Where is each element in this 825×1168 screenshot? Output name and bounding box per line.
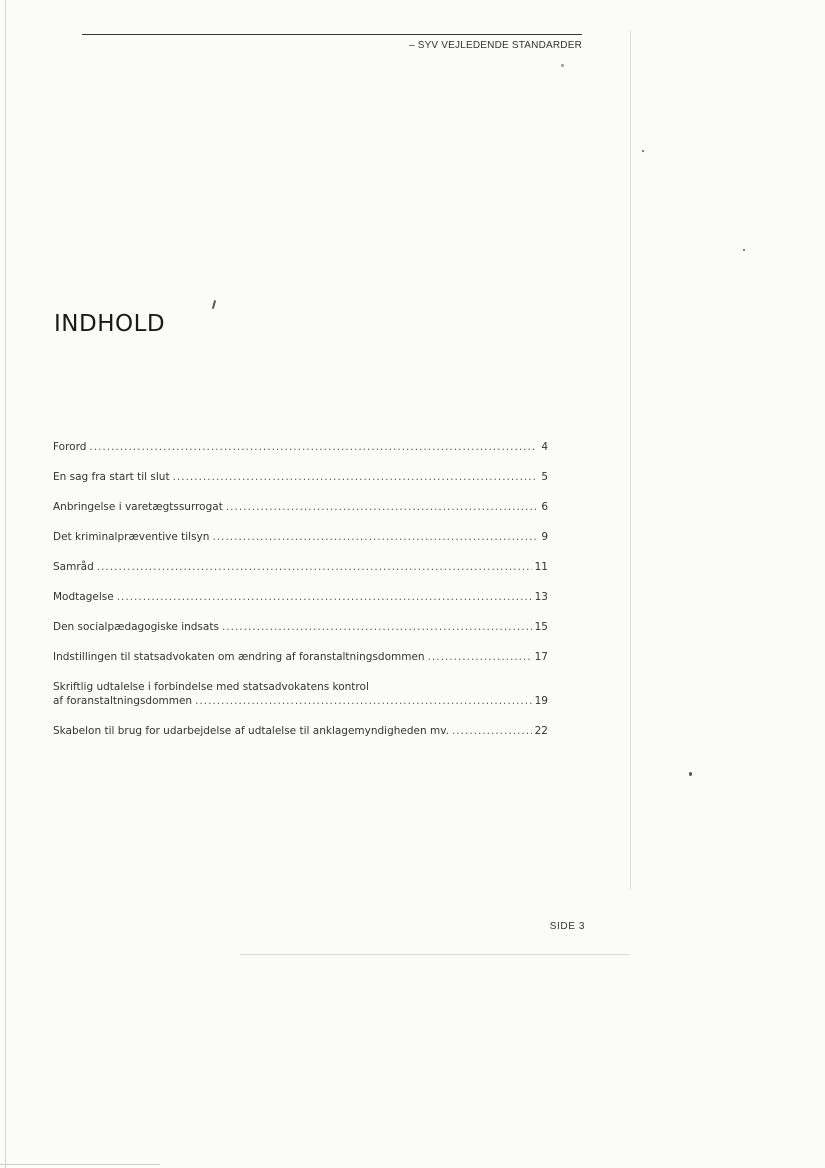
table-of-contents bbox=[53, 441, 548, 755]
toc-dot-leader bbox=[195, 695, 532, 707]
toc-dot-leader bbox=[97, 561, 532, 573]
toc-entry-page: 4 bbox=[541, 441, 548, 453]
toc-entry bbox=[53, 441, 548, 471]
toc-entry bbox=[53, 531, 548, 561]
toc-entry bbox=[53, 621, 548, 651]
toc-entry bbox=[53, 561, 548, 591]
toc-entry-page: 22 bbox=[534, 725, 548, 737]
toc-entry-page: 9 bbox=[541, 531, 548, 543]
toc-entry bbox=[53, 591, 548, 621]
toc-entry bbox=[53, 651, 548, 681]
scan-edge-left bbox=[5, 0, 6, 1168]
page-number: SIDE 3 bbox=[549, 921, 585, 932]
scan-edge-right bbox=[630, 30, 631, 890]
toc-entry-page: 11 bbox=[534, 561, 548, 573]
toc-dot-leader bbox=[222, 621, 532, 633]
scan-edge-bottom bbox=[240, 954, 630, 955]
page-title: INDHOLD bbox=[54, 311, 166, 337]
toc-entry bbox=[53, 681, 548, 725]
toc-entry-title: En sag fra start til slut bbox=[53, 471, 170, 483]
toc-entry-title: Anbringelse i varetægtssurrogat bbox=[53, 501, 223, 513]
toc-entry-title: Skriftlig udtalelse i forbindelse med statsadvokatens kontrol bbox=[53, 681, 369, 693]
toc-entry-second-line bbox=[53, 695, 548, 707]
toc-entry-title: Forord bbox=[53, 441, 87, 453]
toc-entry-page: 5 bbox=[541, 471, 548, 483]
toc-entry-title: Den socialpædagogiske indsats bbox=[53, 621, 219, 633]
toc-dot-leader bbox=[212, 531, 537, 543]
toc-entry-title: Modtagelse bbox=[53, 591, 114, 603]
toc-entry-page: 17 bbox=[534, 651, 548, 663]
toc-entry-title: Skabelon til brug for udarbejdelse af udtalelse til anklagemyndigheden mv. bbox=[53, 725, 449, 737]
toc-dot-leader bbox=[428, 651, 532, 663]
toc-dot-leader bbox=[117, 591, 532, 603]
toc-entry bbox=[53, 501, 548, 531]
scan-edge-corner bbox=[0, 1164, 160, 1165]
toc-entry-title-continued: af foranstaltningsdommen bbox=[53, 695, 193, 707]
scan-speck bbox=[561, 64, 564, 67]
toc-entry bbox=[53, 725, 548, 755]
scan-speck bbox=[212, 300, 216, 309]
header-rule bbox=[82, 34, 582, 35]
scan-speck bbox=[743, 249, 745, 251]
toc-dot-leader bbox=[226, 501, 537, 513]
toc-entry-page: 13 bbox=[534, 591, 548, 603]
toc-entry-page: 6 bbox=[541, 501, 548, 513]
toc-entry-title: Samråd bbox=[53, 561, 94, 573]
running-header: – SYV VEJLEDENDE STANDARDER bbox=[408, 40, 582, 51]
toc-entry bbox=[53, 471, 548, 501]
toc-entry-title: Indstillingen til statsadvokaten om ændring af foranstaltningsdommen bbox=[53, 651, 425, 663]
toc-dot-leader bbox=[452, 725, 532, 737]
scan-speck bbox=[689, 772, 692, 776]
toc-entry-page: 19 bbox=[534, 695, 548, 707]
toc-dot-leader bbox=[89, 441, 537, 453]
toc-entry-title: Det kriminalpræventive tilsyn bbox=[53, 531, 210, 543]
scan-speck bbox=[642, 150, 644, 152]
toc-dot-leader bbox=[173, 471, 537, 483]
toc-entry-page: 15 bbox=[534, 621, 548, 633]
